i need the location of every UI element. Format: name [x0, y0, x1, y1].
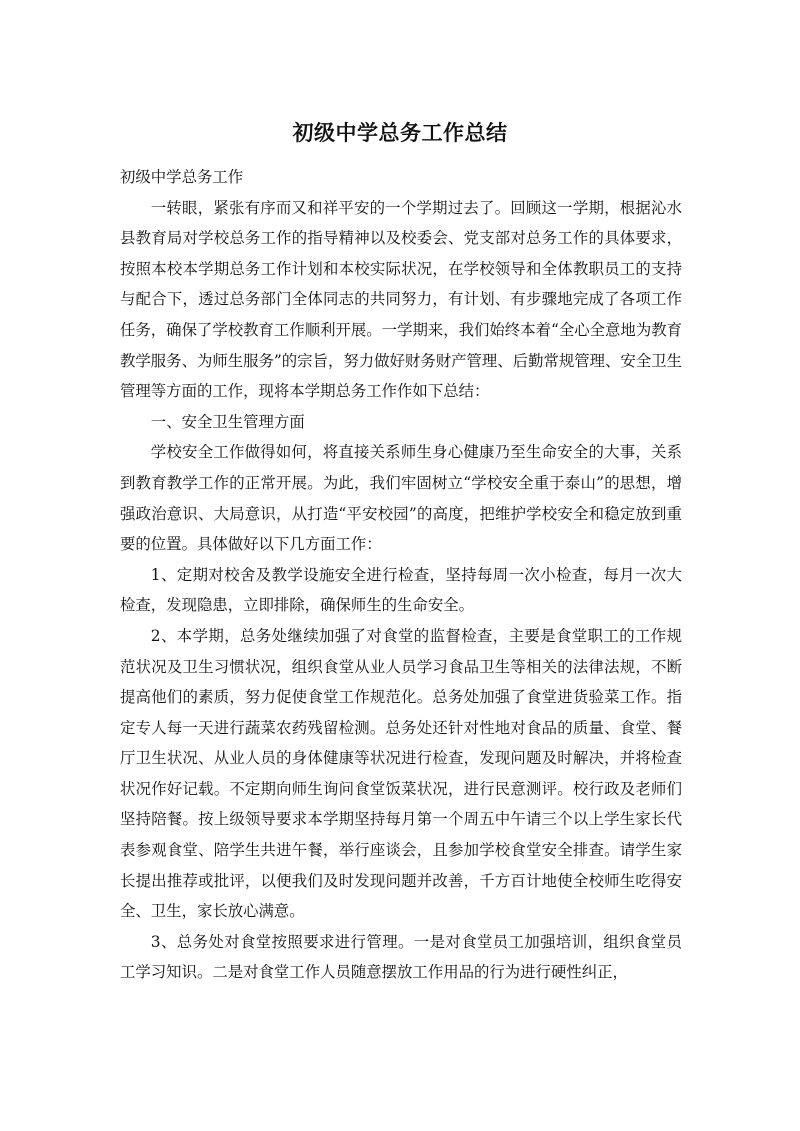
paragraph-item-1: 1、定期对校舍及教学设施安全进行检查，坚持每周一次小检查，每月一次大检查，发现隐患，立即排除，确保师生的生命安全。 [120, 565, 682, 615]
paragraph-item-3: 3、总务处对食堂按照要求进行管理。一是对食堂员工加强培训，组织食堂员工学习知识。二是对食堂工作人员随意摆放工作用品的行为进行硬性纠正， [120, 932, 682, 982]
document-subtitle: 初级中学总务工作 [120, 168, 244, 186]
section-heading-safety: 一、安全卫生管理方面 [150, 412, 305, 431]
document-title: 初级中学总务工作总结 [292, 121, 508, 145]
paragraph-safety-overview: 学校安全工作做得如何，将直接关系师生身心健康乃至生命安全的大事，关系到教育教学工作的正常开展。为此，我们牢固树立“学校安全重于泰山”的思想，增强政治意识、大局意识，从打造“平安校园”的高度，把维护学校安全和稳定放到重要的位置。具体做好以下几方面工作： [120, 443, 682, 554]
document-body [120, 162, 682, 988]
paragraph-item-2: 2、本学期，总务处继续加强了对食堂的监督检查，主要是食堂职工的工作规范状况及卫生习惯状况，组织食堂从业人员学习食品卫生等相关的法律法规，不断提高他们的素质，努力促使食堂工作规范化。总务处加强了食堂进货验菜工作。指定专人每一天进行蔬菜农药残留检测。总务处还针对性地对食品的质量、食堂、餐厅卫生状况、从业人员的身体健康等状况进行检查，发现问题及时解决，并将检查状况作好记载。不定期向师生询问食堂饭菜状况，进行民意测评。校行政及老师们坚持陪餐。按上级领导要求本学期坚持每月第一个周五中午请三个以上学生家长代表参观食堂、陪学生共进午餐，举行座谈会，且参加学校食堂安全排查。请学生家长提出推荐或批评，以便我们及时发现问题并改善，千方百计地使全校师生吃得安全、卫生，家长放心满意。 [120, 626, 682, 921]
paragraph-intro: 一转眼，紧张有序而又和祥平安的一个学期过去了。回顾这一学期，根据沁水县教育局对学校总务工作的指导精神以及校委会、党支部对总务工作的具体要求，按照本校本学期总务工作计划和本校实际状况，在学校领导和全体教职员工的支持与配合下，透过总务部门全体同志的共同努力，有计划、有步骤地完成了各项工作任务，确保了学校教育工作顺利开展。一学期来，我们始终本着“全心全意地为教育教学服务、为师生服务”的宗旨，努力做好财务财产管理、后勤常规管理、安全卫生管理等方面的工作，现将本学期总务工作作如下总结： [120, 198, 682, 401]
